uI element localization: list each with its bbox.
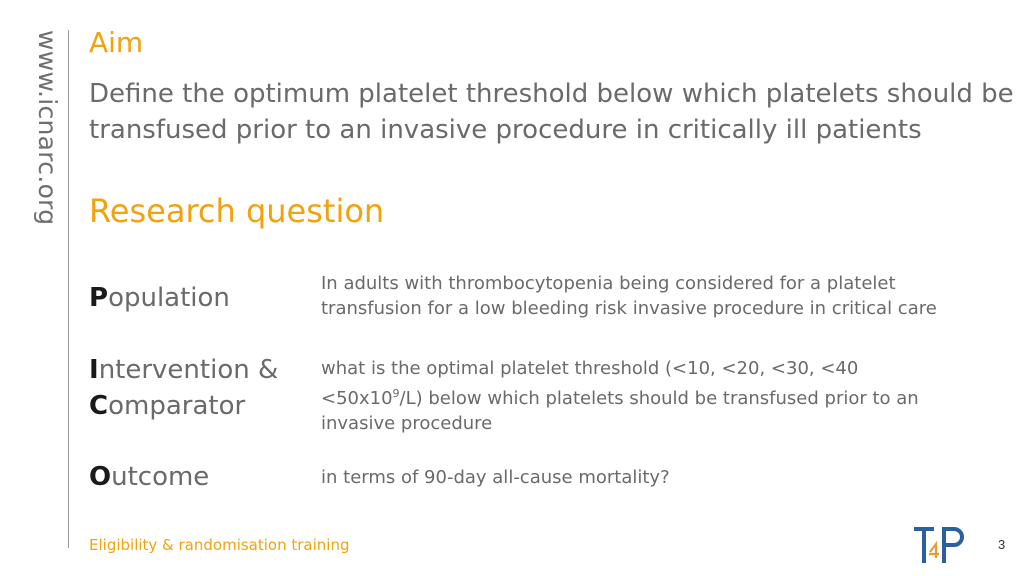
- intervention-label: [89, 352, 278, 388]
- research-question-heading: Research question: [89, 192, 385, 230]
- footer-text: Eligibility & randomisation training: [89, 536, 350, 554]
- divider-line: [68, 30, 69, 548]
- website-url-vertical: [22, 30, 62, 240]
- outcome-description: in terms of 90-day all-cause mortality?: [321, 467, 670, 488]
- comparator-letter: C: [89, 391, 109, 421]
- outcome-letter: O: [89, 462, 112, 492]
- population-description: In adults with thrombocytopenia being considered for a platelet transfusion for a low bleeding risk invasive procedure in critical care: [321, 273, 937, 319]
- outcome-rest: utcome: [111, 462, 210, 492]
- outcome-label: [89, 459, 209, 495]
- comparator-label: [89, 388, 245, 424]
- intervention-description: [321, 356, 961, 436]
- intervention-desc-pre: what is the optimal platelet threshold (<10, <20, <30, <40 <50x10: [321, 358, 859, 409]
- intervention-desc-sup: 9: [392, 387, 400, 400]
- t4p-logo: [912, 524, 966, 566]
- website-url-text: www.icnarc.org: [33, 30, 62, 226]
- population-rest: opulation: [108, 283, 230, 313]
- population-label: [89, 280, 230, 316]
- intervention-letter: I: [89, 355, 99, 385]
- intervention-desc-post: /L) below which platelets should be transfused prior to an invasive procedure: [321, 388, 919, 434]
- population-letter: P: [89, 283, 109, 313]
- aim-text: Define the optimum platelet threshold below which platelets should be transfused prior to an invasive procedure in critically ill patients: [89, 79, 1014, 145]
- aim-heading: Aim: [89, 26, 144, 59]
- page-number: 3: [998, 537, 1006, 552]
- comparator-rest: omparator: [108, 391, 246, 421]
- intervention-rest: ntervention &: [98, 355, 279, 385]
